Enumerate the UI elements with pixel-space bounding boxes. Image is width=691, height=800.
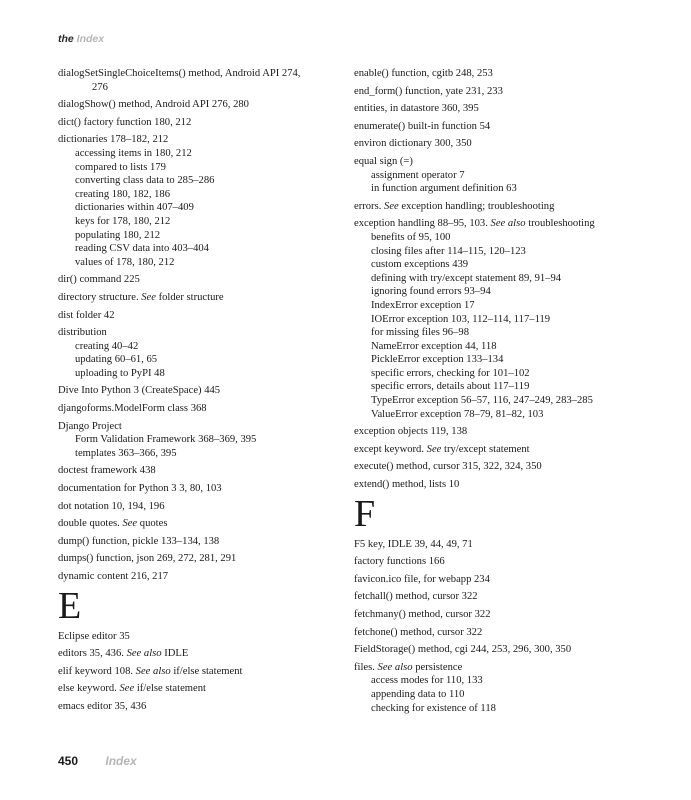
term-text: FieldStorage() method, cgi 244, 253, 296, 300, 350 <box>354 644 572 656</box>
index-term <box>58 500 343 514</box>
index-term <box>354 661 654 675</box>
index-entry <box>58 535 343 549</box>
index-subentry <box>58 201 343 215</box>
index-entry <box>58 647 343 661</box>
term-text: execute() method, cursor 315, 322, 324, 350 <box>354 461 542 473</box>
index-term <box>58 665 343 679</box>
index-term <box>354 460 654 474</box>
see-reference: See <box>119 683 135 695</box>
term-text: fetchone() method, cursor 322 <box>354 626 483 638</box>
index-entry <box>354 643 654 657</box>
page-number: 450 <box>58 754 79 768</box>
term-text: Eclipse editor 35 <box>58 630 130 642</box>
reference-target: quotes <box>137 518 168 530</box>
index-term <box>58 517 343 531</box>
index-term <box>58 464 343 478</box>
index-entry <box>354 661 654 715</box>
index-term <box>354 120 654 134</box>
term-text: exception handling 88–95, 103. <box>354 218 491 230</box>
term-text: dictionaries 178–182, 212 <box>58 134 169 146</box>
term-text: fetchmany() method, cursor 322 <box>354 609 491 620</box>
index-column-left <box>58 67 343 718</box>
header-the: the <box>58 33 74 45</box>
term-text: dumps() function, json 269, 272, 281, 291 <box>58 553 237 565</box>
section-letter: E <box>58 584 82 627</box>
index-entry <box>354 555 654 569</box>
index-subentry <box>354 688 654 702</box>
term-text: errors. <box>354 200 385 212</box>
term-text: dot notation 10, 194, 196 <box>58 500 165 512</box>
index-term <box>354 85 654 99</box>
term-text: doctest framework 438 <box>58 465 156 477</box>
term-text: assignment operator 7 <box>371 169 465 181</box>
index-entry <box>354 460 654 474</box>
term-text: checking for existence of 118 <box>371 702 496 714</box>
index-term <box>58 273 343 287</box>
index-subentry <box>354 169 654 183</box>
index-entry <box>58 67 343 94</box>
index-term <box>354 425 654 439</box>
index-subentry <box>354 326 654 340</box>
index-term <box>58 682 343 696</box>
index-entry <box>354 608 654 622</box>
index-entry <box>354 425 654 439</box>
index-subentry <box>354 674 654 688</box>
index-entry <box>58 326 343 380</box>
term-text: IndexError exception 17 <box>371 299 475 311</box>
index-term <box>354 67 654 81</box>
page-footer <box>58 754 137 768</box>
index-subentry <box>354 272 654 286</box>
index-entry <box>354 120 654 134</box>
term-text: custom exceptions 439 <box>371 259 469 271</box>
footer-section: Index <box>105 754 137 768</box>
index-subentry <box>354 367 654 381</box>
term-text: dictionaries within 407–409 <box>75 202 194 214</box>
index-subentry <box>354 182 654 196</box>
index-entry <box>58 116 343 130</box>
index-entry <box>58 464 343 478</box>
index-term <box>58 309 343 323</box>
index-term <box>58 647 343 661</box>
index-term <box>58 420 343 434</box>
index-term <box>58 384 343 398</box>
index-entry <box>58 517 343 531</box>
index-entry <box>58 682 343 696</box>
index-subentry <box>58 353 343 367</box>
index-term <box>58 552 343 566</box>
index-subentry <box>58 161 343 175</box>
index-term <box>58 570 343 584</box>
reference-target: if/else statement <box>170 665 243 677</box>
index-subentry <box>354 353 654 367</box>
index-entry <box>354 67 654 81</box>
index-term <box>354 538 654 552</box>
term-text: enable() function, cgitb 248, 253 <box>354 68 493 79</box>
reference-target: troubleshooting <box>525 218 595 230</box>
index-term <box>354 137 654 151</box>
term-text: dir() command 225 <box>58 274 140 286</box>
term-text: ignoring found errors 93–94 <box>371 286 491 298</box>
term-text: converting class data to 285–286 <box>75 175 215 187</box>
term-text: exception objects 119, 138 <box>354 426 468 438</box>
index-term <box>58 67 343 81</box>
index-entry <box>354 573 654 587</box>
index-entry <box>58 133 343 269</box>
term-text: distribution <box>58 327 107 339</box>
term-text: templates 363–366, 395 <box>75 447 177 459</box>
term-text: closing files after 114–115, 120–123 <box>371 245 526 257</box>
see-reference: See <box>426 443 442 455</box>
index-term <box>354 443 654 457</box>
index-subentry <box>354 313 654 327</box>
index-subentry <box>354 299 654 313</box>
index-subentry <box>354 245 654 259</box>
term-text: 276 <box>92 81 108 93</box>
term-text: Django Project <box>58 420 122 432</box>
term-text: updating 60–61, 65 <box>75 354 158 366</box>
term-text: NameError exception 44, 118 <box>371 340 497 352</box>
term-text: emacs editor 35, 436 <box>58 700 147 712</box>
index-subentry <box>354 231 654 245</box>
index-entry <box>58 384 343 398</box>
term-text: reading CSV data into 403–404 <box>75 243 209 255</box>
index-term <box>354 626 654 640</box>
term-text: values of 178, 180, 212 <box>75 256 175 268</box>
reference-target: persistence <box>412 661 463 673</box>
index-term <box>58 291 343 305</box>
term-text: elif keyword 108. <box>58 665 136 677</box>
see-reference: See also <box>377 661 413 673</box>
term-text: compared to lists 179 <box>75 161 166 173</box>
term-text: keys for 178, 180, 212 <box>75 215 171 227</box>
see-reference: See also <box>135 665 171 677</box>
reference-target: try/except statement <box>441 443 530 455</box>
index-term <box>58 482 343 496</box>
index-entry <box>58 552 343 566</box>
index-term <box>354 217 654 231</box>
index-column-right <box>354 67 654 719</box>
term-text: for missing files 96–98 <box>371 327 469 339</box>
term-text: PickleError exception 133–134 <box>371 354 504 366</box>
index-entry <box>354 478 654 492</box>
term-text: extend() method, lists 10 <box>354 479 460 491</box>
term-text: creating 40–42 <box>75 340 139 352</box>
index-entry <box>354 626 654 640</box>
index-entry <box>58 570 343 584</box>
term-text: dynamic content 216, 217 <box>58 571 169 582</box>
term-text: files. <box>354 661 378 673</box>
index-entry <box>354 590 654 604</box>
index-term <box>58 133 343 147</box>
index-entry <box>58 700 343 714</box>
term-text: appending data to 110 <box>371 688 465 700</box>
term-text: uploading to PyPI 48 <box>75 367 165 379</box>
index-term <box>58 700 343 714</box>
term-text: directory structure. <box>58 291 142 303</box>
term-text: Dive Into Python 3 (CreateSpace) 445 <box>58 385 221 397</box>
section-letter: F <box>354 492 376 535</box>
running-header <box>58 33 104 45</box>
term-text: in function argument definition 63 <box>371 183 517 195</box>
term-text: benefits of 95, 100 <box>371 231 451 243</box>
index-subentry <box>58 188 343 202</box>
term-text: favicon.ico file, for webapp 234 <box>354 573 490 585</box>
index-subentry <box>354 394 654 408</box>
index-term <box>58 98 343 112</box>
term-text: equal sign (=) <box>354 155 413 167</box>
index-term <box>58 326 343 340</box>
term-text: defining with try/except statement 89, 91–94 <box>371 272 562 284</box>
term-text: djangoforms.ModelForm class 368 <box>58 403 207 415</box>
header-index: Index <box>76 33 105 45</box>
index-subentry <box>58 447 343 461</box>
term-text: else keyword. <box>58 683 120 695</box>
index-entry <box>58 665 343 679</box>
see-reference: See <box>122 518 138 530</box>
index-subentry <box>354 258 654 272</box>
index-term <box>354 573 654 587</box>
see-reference: See also <box>490 218 526 230</box>
index-subentry <box>58 147 343 161</box>
index-term <box>58 116 343 130</box>
index-subentry <box>58 367 343 381</box>
term-text: ValueError exception 78–79, 81–82, 103 <box>371 408 544 420</box>
index-entry <box>58 98 343 112</box>
index-entry <box>354 155 654 196</box>
term-text: TypeError exception 56–57, 116, 247–249, 283–285 <box>371 395 593 407</box>
index-entry <box>354 217 654 421</box>
index-entry <box>354 102 654 116</box>
see-reference: See <box>384 200 399 212</box>
index-entry <box>58 273 343 287</box>
index-entry <box>58 630 343 644</box>
index-entry <box>354 200 654 214</box>
term-text: dump() function, pickle 133–134, 138 <box>58 535 220 547</box>
term-text: access modes for 110, 133 <box>371 675 483 687</box>
index-subentry <box>354 702 654 716</box>
see-reference: See <box>141 291 156 303</box>
index-term <box>354 590 654 604</box>
term-text: creating 180, 182, 186 <box>75 188 171 200</box>
index-entry <box>58 482 343 496</box>
index-term <box>354 478 654 492</box>
term-text: Form Validation Framework 368–369, 395 <box>75 434 257 446</box>
term-text: double quotes. <box>58 518 123 530</box>
term-text: F5 key, IDLE 39, 44, 49, 71 <box>354 538 473 550</box>
term-text: enumerate() built-in function 54 <box>354 120 491 132</box>
index-term <box>354 200 654 214</box>
term-text: editors 35, 436. <box>58 648 127 660</box>
index-subentry <box>354 408 654 422</box>
term-text: factory functions 166 <box>354 556 445 568</box>
index-term <box>58 535 343 549</box>
term-text: entities, in datastore 360, 395 <box>354 103 479 115</box>
term-text: dict() factory function 180, 212 <box>58 116 192 128</box>
term-text: populating 180, 212 <box>75 229 161 241</box>
index-subentry <box>58 242 343 256</box>
index-term <box>354 555 654 569</box>
index-subentry <box>58 340 343 354</box>
index-term <box>58 81 343 95</box>
term-text: fetchall() method, cursor 322 <box>354 591 478 603</box>
index-subentry <box>58 229 343 243</box>
index-term <box>354 608 654 622</box>
index-subentry <box>354 380 654 394</box>
term-text: documentation for Python 3 3, 80, 103 <box>58 483 222 495</box>
index-entry <box>58 500 343 514</box>
see-reference: See also <box>126 648 162 660</box>
term-text: except keyword. <box>354 443 427 455</box>
index-term <box>354 102 654 116</box>
reference-target: IDLE <box>161 648 189 660</box>
term-text: dialogShow() method, Android API 276, 280 <box>58 99 249 111</box>
term-text: dist folder 42 <box>58 309 115 321</box>
term-text: accessing items in 180, 212 <box>75 147 192 159</box>
index-entry <box>354 137 654 151</box>
index-term <box>354 155 654 169</box>
index-subentry <box>58 433 343 447</box>
index-entry <box>58 420 343 461</box>
index-entry <box>354 85 654 99</box>
index-term <box>58 402 343 416</box>
reference-target: if/else statement <box>134 683 206 695</box>
reference-target: exception handling; troubleshooting <box>398 200 555 212</box>
index-entry <box>58 291 343 305</box>
index-entry <box>58 402 343 416</box>
index-subentry <box>58 174 343 188</box>
index-subentry <box>354 285 654 299</box>
index-subentry <box>58 256 343 270</box>
term-text: specific errors, checking for 101–102 <box>371 367 530 379</box>
index-subentry <box>58 215 343 229</box>
index-subentry <box>354 340 654 354</box>
term-text: environ dictionary 300, 350 <box>354 138 472 150</box>
index-entry <box>58 309 343 323</box>
index-term <box>58 630 343 644</box>
reference-target: folder structure <box>155 291 224 303</box>
index-entry <box>354 443 654 457</box>
term-text: IOError exception 103, 112–114, 117–119 <box>371 313 551 325</box>
term-text: end_form() function, yate 231, 233 <box>354 85 503 97</box>
term-text: specific errors, details about 117–119 <box>371 381 530 393</box>
index-entry <box>354 538 654 552</box>
term-text: dialogSetSingleChoiceItems() method, Android API 274, <box>58 68 301 79</box>
index-term <box>354 643 654 657</box>
